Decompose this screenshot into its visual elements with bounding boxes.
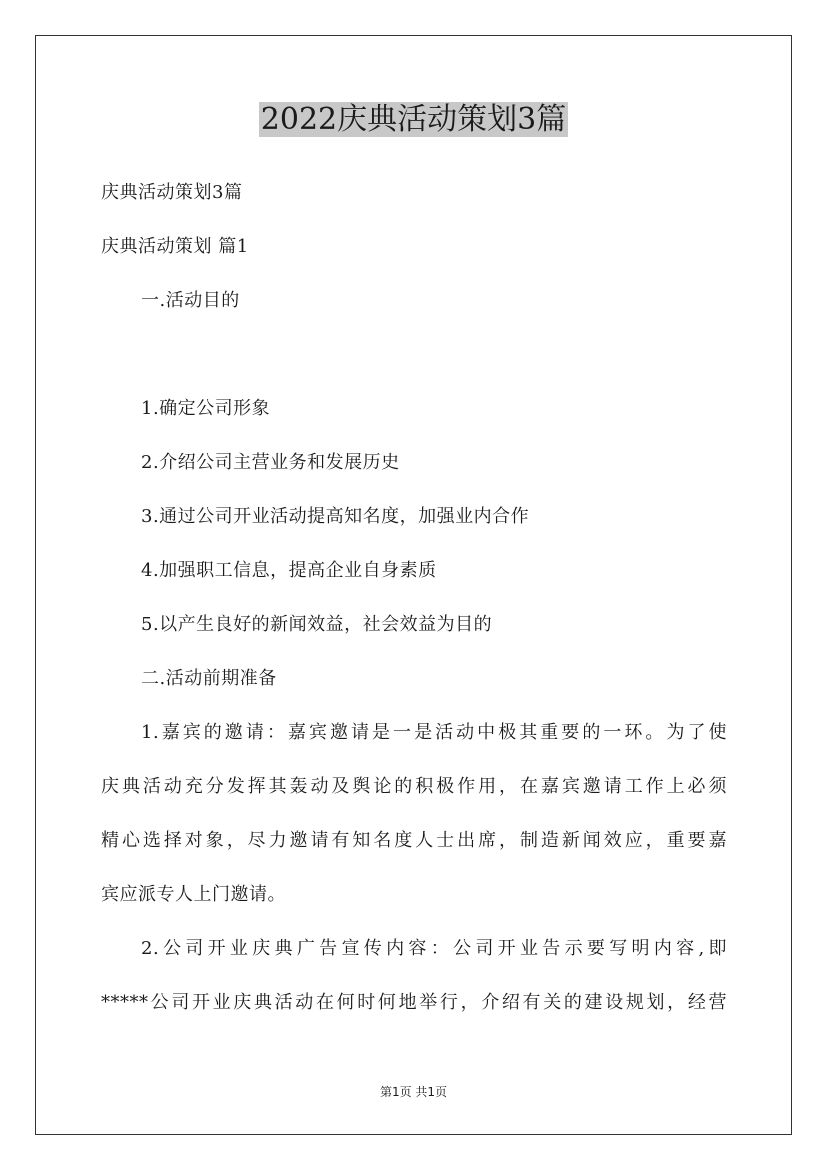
document-title-text: 2022庆典活动策划3篇 [260, 102, 567, 137]
section-heading: 庆典活动策划 篇1 [101, 236, 249, 257]
goal-item: 5.以产生良好的新闻效益，社会效益为目的 [141, 614, 493, 635]
document-subtitle: 庆典活动策划3篇 [101, 182, 243, 203]
page-footer: 第1页 共1页 [379, 1085, 448, 1099]
goal-item: 4.加强职工信息，提高企业自身素质 [141, 560, 437, 581]
paragraph-line: 1.嘉宾的邀请：嘉宾邀请是一是活动中极其重要的一环。为了使 [141, 722, 727, 743]
paragraph-line: 宾应派专人上门邀请。 [101, 884, 286, 905]
paragraph-line: 2.公司开业庆典广告宣传内容：公司开业告示要写明内容,即 [141, 938, 727, 959]
document-title [0, 98, 827, 142]
paragraph-line: 精心选择对象，尽力邀请有知名度人士出席，制造新闻效应，重要嘉 [101, 830, 727, 851]
heading-preparation: 二.活动前期准备 [141, 668, 277, 689]
heading-activity-goals: 一.活动目的 [141, 290, 240, 311]
goal-item: 1.确定公司形象 [141, 398, 271, 419]
paragraph-line: 庆典活动充分发挥其轰动及舆论的积极作用，在嘉宾邀请工作上必须 [101, 776, 727, 797]
goal-item: 2.介绍公司主营业务和发展历史 [141, 452, 400, 473]
goal-item: 3.通过公司开业活动提高知名度，加强业内合作 [141, 506, 530, 527]
paragraph-line: *****公司开业庆典活动在何时何地举行，介绍有关的建设规划，经营 [101, 992, 727, 1013]
